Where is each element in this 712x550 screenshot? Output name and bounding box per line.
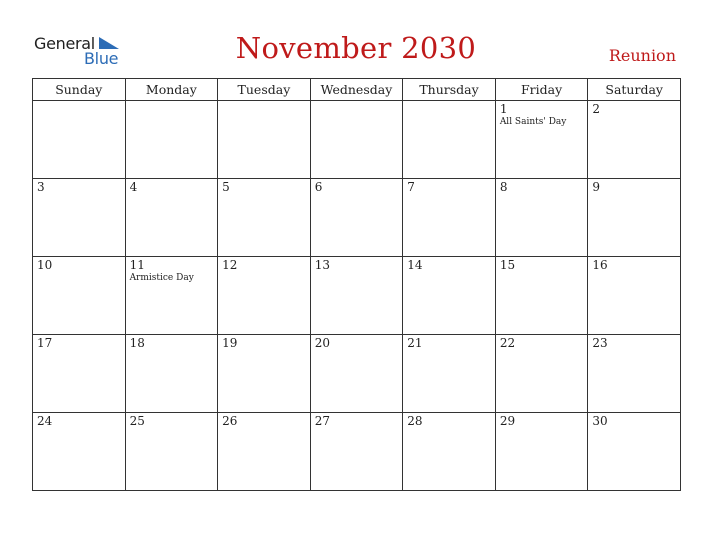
day-cell [218,257,311,335]
day-number: 25 [129,414,145,428]
day-number: 6 [314,180,323,194]
holiday-label: All Saints' Day [499,117,567,127]
day-cell [218,101,311,179]
day-number: 2 [592,102,601,116]
day-cell [588,179,681,257]
week-row [33,413,681,491]
day-cell [310,335,403,413]
day-cell [33,413,126,491]
weekday-header: Sunday [33,79,126,101]
day-cell [403,101,496,179]
day-cell [403,179,496,257]
day-number: 7 [407,180,415,194]
day-cell [125,257,218,335]
day-number: 30 [592,414,608,428]
day-number: 8 [499,180,508,194]
week-row [33,335,681,413]
day-cell [403,413,496,491]
day-number [218,101,310,102]
day-cell [588,257,681,335]
day-number: 4 [129,180,138,194]
day-cell [310,257,403,335]
day-number [403,101,495,102]
day-number: 22 [499,336,516,350]
day-cell [218,413,311,491]
day-number: 13 [314,258,330,272]
day-cell [218,179,311,257]
week-row [33,101,681,179]
day-number: 15 [499,258,516,272]
day-number [126,101,218,102]
weekday-header: Friday [495,79,588,101]
day-number: 1 [499,102,508,116]
day-cell [310,179,403,257]
day-cell [495,335,588,413]
weekday-header: Wednesday [310,79,403,101]
day-cell [588,335,681,413]
day-cell [495,101,588,179]
day-cell [33,179,126,257]
day-number: 16 [592,258,608,272]
day-cell [310,101,403,179]
day-cell [33,335,126,413]
weekday-header-row [33,79,681,101]
holiday-label: Armistice Day [129,273,194,283]
day-number: 18 [129,336,145,350]
day-cell [125,179,218,257]
region-label: Reunion [608,46,676,65]
day-cell [33,101,126,179]
day-cell [495,257,588,335]
day-number: 24 [37,414,53,428]
day-cell [403,257,496,335]
day-number: 12 [222,258,238,272]
day-number: 23 [592,336,608,350]
day-number: 11 [129,258,145,272]
calendar-grid [32,78,681,491]
day-number: 27 [314,414,330,428]
day-cell [310,413,403,491]
logo-text-general: General [34,34,95,53]
day-cell [588,413,681,491]
day-cell [495,179,588,257]
logo-text-blue: Blue [84,49,119,68]
day-cell [403,335,496,413]
day-number: 9 [592,180,601,194]
page-title: November 2030 [235,31,477,65]
day-number: 10 [37,258,53,272]
day-number: 14 [407,258,423,272]
day-cell [33,257,126,335]
week-row [33,257,681,335]
weekday-header: Saturday [588,79,681,101]
day-number: 29 [499,414,516,428]
day-number: 28 [407,414,423,428]
day-cell [125,101,218,179]
day-number: 26 [222,414,238,428]
day-number: 19 [222,336,238,350]
day-cell [588,101,681,179]
day-number: 20 [314,336,330,350]
day-number [311,101,403,102]
day-cell [218,335,311,413]
weekday-header: Thursday [403,79,496,101]
day-number: 17 [37,336,53,350]
day-cell [125,335,218,413]
weekday-header: Tuesday [218,79,311,101]
week-row [33,179,681,257]
weekday-header: Monday [125,79,218,101]
day-cell [125,413,218,491]
day-cell [495,413,588,491]
day-number: 5 [222,180,230,194]
day-number [33,101,125,102]
day-number: 21 [407,336,423,350]
day-number: 3 [37,180,45,194]
